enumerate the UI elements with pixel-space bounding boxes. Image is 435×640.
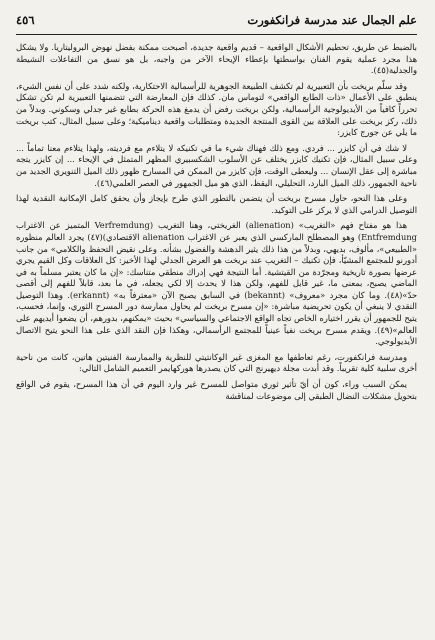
- paragraph-2: وقد سلّم بريخت بأن التعبيرية لم تكشف الطبيعة الجوهرية للرأسمالية الاحتكارية، ولكنه شدد على أن نفس الشيء، ينطبق على الأعمال «ذات الطابع الواقعي» لتوماس مان. كذلك فإن المعارضة التي تتضمنها التعبيرية لم تكن تشكل تحرراً كافياً من الأيديولوجية الرأسمالية، ولكن بريخت رفض أن يدمغ هذه الحركة بطابع غير جدلي وسكوني. وبدلاً من ذلك، ركز بريخت على العلاقة بين القوى المنتجة الجديدة ومتطلبات واقعية ديناميكية؛ وعلى سبيل المثال، كتب بريخت ما يلي عن جورج كايزر:: [16, 80, 417, 138]
- chapter-title: علم الجمال عند مدرسة فرانكفورت: [247, 13, 417, 27]
- paragraph-5: ومدرسة فرانكفورت، رغم تعاطفها مع المغزى غير الوكانتيتي للنظرية والممارسة الفنيتين هاتين، كانت من ناحية أخرى سلبية كلية تقريباً. وقد أبدت مجلة ديهيرنج التي كان يصدرها هوركهايمر التعميم الشامل التالي:: [16, 351, 417, 374]
- block-quote-theatre: يمكن السبب وراء، كون أن أيّ تأثير ثوري متواصل للمسرح غير وارد اليوم في أن هذا المسرح، يقوم في الواقع بتحويل مشكلات النضال الطبقي إلى موضوعات لمناقشة: [16, 379, 417, 401]
- block-quote-kaiser: لا شك في أن كايزر ... فردي. ومع ذلك فهناك شيء ما في تكنيكه لا يتلاءم مع فرديته، ولهذا يتلاءم معنا تماماً ... وعلى سبيل المثال، فإن تكنيك كايزر يختلف عن الأسلوب الشكسبيري المظهر المتمثل في الإيحاء ... إن كايزر يتجه مباشرة إلى عقل الإنسان ... وليعطى الوقت، فإن كايزر من الممكن في المسارح ظهور ذلك الميل التنويري الجديد من ناحية الجمهور، ذلك الميل البارد، التحليلي، اليقظ، الذي هو ميل الجمهور في العصر العلمي(٤٦).: [16, 142, 417, 188]
- page-body: [16, 42, 417, 632]
- running-header: [16, 8, 417, 35]
- paragraph-1: بالضبط عن طريق، تحطيم الأشكال الواقعية – قديم واقعية جديدة، أصبحت ممكنة بفضل نهوض البروليتاريا. ولا يشكل هذا مجرد عملية يقوم الفنان بواسطتها بإعطاء الإيحاء الآخر من واجبه، بل هو نسق من التفاعلات النشيطة والجدلية(٤٥).: [16, 42, 417, 76]
- paragraph-3: وعلى هذا النحو، حاول مسرح بريخت أن يتضمن بالتطور الذي طرح بإيجاز وأن يحقق كامل الإمكانية النقدية لهذا التوصيل الدرامي الذي لا يركز على التوكيد.: [16, 193, 417, 215]
- page-number: ٤٥٦: [16, 13, 35, 27]
- paragraph-4: هذا هو مفتاح فهم «التغريب» (alienation) الغريختي، وهنا التغريب (Verfremdung المتميز عن الاغتراب Entfremdung) وهو المصطلح الماركسي الذي يعبر عن الاغتراب alienation الاقتصادي)(٤٧) يجرد العالم منظوره «الطبيعي»، مألوف، بديهي، وبدلاً من هذا ذلك يثير الدهشة والفضول بشأنه. وعلى نقيض التحفظ والكلامي» من جانب أدورنو للمجتمع المشيّأ، فإن تكنيك – التغريب عند بريخت هو العرض الجدلي لهذا الأخير: كل العلاقات وكل القيم يجري عرضها بصورة تاريخية ومجرّدة من القيتشية. أما النتيجة فهي إدراك منطقي متناسك: «إن ما كان يعتبر مسلماً به في الماضي يصبح، بمعنى ما، غير قابل للفهم، ولكن هذا لا يحدث إلا لكي يجعله، في ما بعد، قابلاً للفهم إلى أقصى حدّ»(٤٨). وما كان مجرد «معروف» (bekannt) في السابق يصبح الآن «معترفاً به» (erkannt). وهذا التوصيل النقدي لا ينبغي أن يكون تحريضية مباشرة: «إن مسرح بريخت لم يحاول ممارسة دور المسرح الثوري، وإنما، فحسب، يتيح للجمهور أن يقرر اختياره الخاص تجاه الواقع الاجتماعي والسياسي» بحيث «يمكنهم، بدورهم، أن يضعوا أيديهم على العالم»(٤٩). ويقدم مسرح بريخت نفياً عينياً للمجتمع الرأسمالي، وهكذا فإن النقد الذي على هذا النحو يتيح الاتصال الأيديولوجي.: [16, 220, 417, 347]
